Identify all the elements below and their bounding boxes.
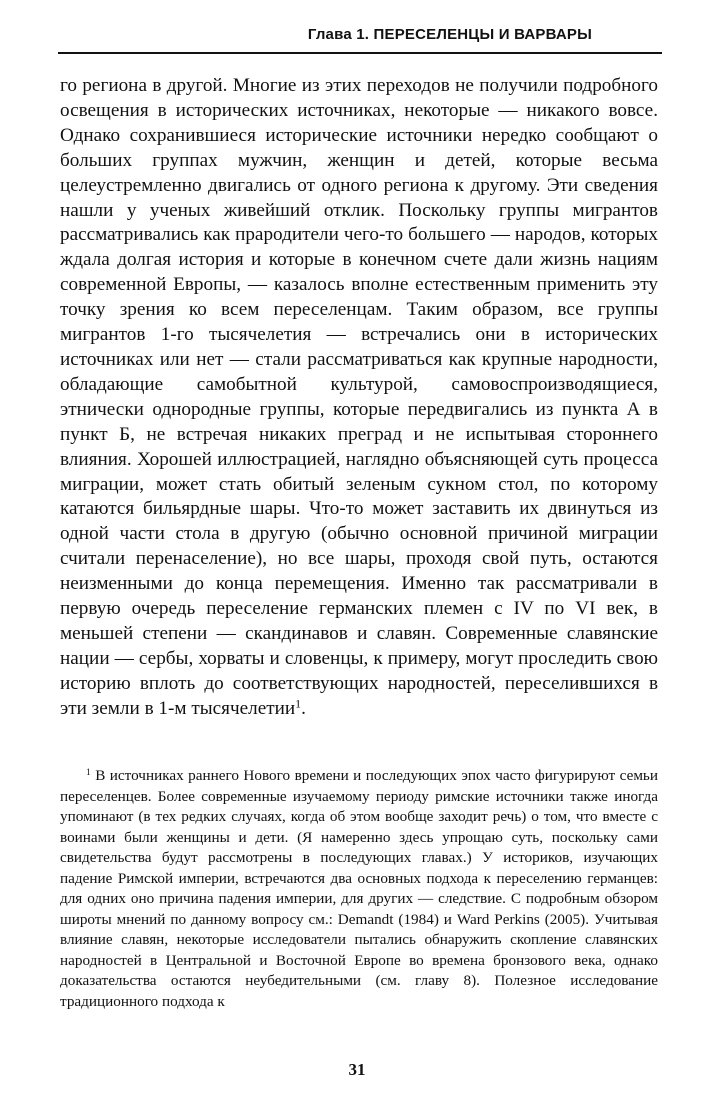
main-text-block xyxy=(60,74,658,722)
footnote-marker: 1 xyxy=(86,767,91,778)
footnote-reference[interactable]: 1 xyxy=(295,696,302,711)
page-number: 31 xyxy=(348,1060,366,1079)
body-paragraph: го региона в другой. Многие из этих переходов не получили подробного освещения в исторических источниках, некоторые — никакого вовсе. Однако сохранившиеся исторические источники нередко сообщают о больших группах мужчин, женщин и детей, которые весьма целеустремленно двигались от одного региона к другому. Эти сведения нашли у ученых живейший отклик. Поскольку группы мигрантов рассматривались как прародители чего-то большего — народов, которых ждала долгая история и которые в конечном счете дали жизнь нациям современной Европы, — казалось вполне естественным применить эту точку зрения ко всем переселенцам. Таким образом, все группы мигрантов 1-го тысячелетия — встречались они в исторических источниках или нет — стали рассматриваться как крупные народности, обладающие самобытной культурой, самовоспроизводящиеся, этнически однородные группы, которые передвигались из пункта А в пункт Б, не встречая никаких преград и не испытывая стороннего влияния. Хорошей иллюстрацией, наглядно объясняющей суть процесса миграции, может стать обитый зеленым сукном стол, по которому катаются бильярдные шары. Что-то может заставить их двинуться из одной части стола в другую (обычно основной причиной миграции считали перенаселение), но все шары, проходя свой путь, остаются неизменными до конца перемещения. Именно так рассматривали в первую очередь переселение германских племен с IV по VI век, в меньшей степени — скандинавов и славян. Современные славянские нации — сербы, хорваты и словенцы, к примеру, могут проследить свою историю вплоть до соответствующих народностей, переселившихся в эти земли в 1-м тысячелетии$^1$. xyxy=(60,75,658,719)
footnote-area xyxy=(60,766,658,1012)
footnote-text: В источниках раннего Нового времени и последующих эпох часто фигурируют семьи переселенцев. Более современные изучаемому периоду римские источники также иногда упоминают (в тех редких случаях, когда об этом вообще заходит речь) о том, что вместе с воинами были женщины и дети. (Я намеренно здесь упрощаю суть, поскольку сами свидетельства будут рассмотрены в последующих главах.) У историков, изучающих падение Римской империи, встречаются два основных подхода к переселению германцев: для одних оно причина падения империи, для других — следствие. С подробным обзором широты мнений по данному вопросу см.: Demandt (1984) и Ward Perkins (2005). Учитывая влияние славян, некоторые исследователи пытались обнаружить скопление славянских народностей в Центральной и Восточной Европе во времена бронзового века, однако доказательства остаются неубедительными (см. главу 8). Полезное исследование традиционного подхода к xyxy=(60,767,658,1010)
header-rule xyxy=(58,52,662,54)
footnote xyxy=(60,766,658,1012)
running-head: Глава 1. ПЕРЕСЕЛЕНЦЫ И ВАРВАРЫ xyxy=(307,26,592,43)
page-header xyxy=(58,22,662,56)
body-paragraph-text: го региона в другой. Многие из этих переходов не получили подробного освещения в исторических источниках, некоторые — никакого вовсе. Однако сохранившиеся исторические источники нередко сообщают о больших группах мужчин, женщин и детей, которые весьма целеустремленно двигались от одного региона к другому. Эти сведения нашли у ученых живейший отклик. Поскольку группы мигрантов рассматривались как прародители чего-то большего — народов, которых ждала долгая история и которые в конечном счете дали жизнь нациям современной Европы, — казалось вполне естественным применить эту точку зрения ко всем переселенцам. Таким образом, все группы мигрантов 1-го тысячелетия — встречались они в исторических источниках или нет — стали рассматриваться как крупные народности, обладающие самобытной культурой, самовоспроизводящиеся, этнически однородные группы, которые передвигались из пункта А в пункт Б, не встречая никаких преград и не испытывая стороннего влияния. Хорошей иллюстрацией, наглядно объясняющей суть процесса миграции, может стать обитый зеленым сукном стол, по которому катаются бильярдные шары. Что-то может заставить их двинуться из одной части стола в другую (обычно основной причиной миграции считали перенаселение), но все шары, проходя свой путь, остаются неизменными до конца перемещения. Именно так рассматривали в первую очередь переселение германских племен с IV по VI век, в меньшей степени — скандинавов и славян. Современные славянские нации — сербы, хорваты и словенцы, к примеру, могут проследить свою историю вплоть до соответствующих народностей, переселившихся в эти земли в 1-м тысячелетии xyxy=(60,75,658,719)
